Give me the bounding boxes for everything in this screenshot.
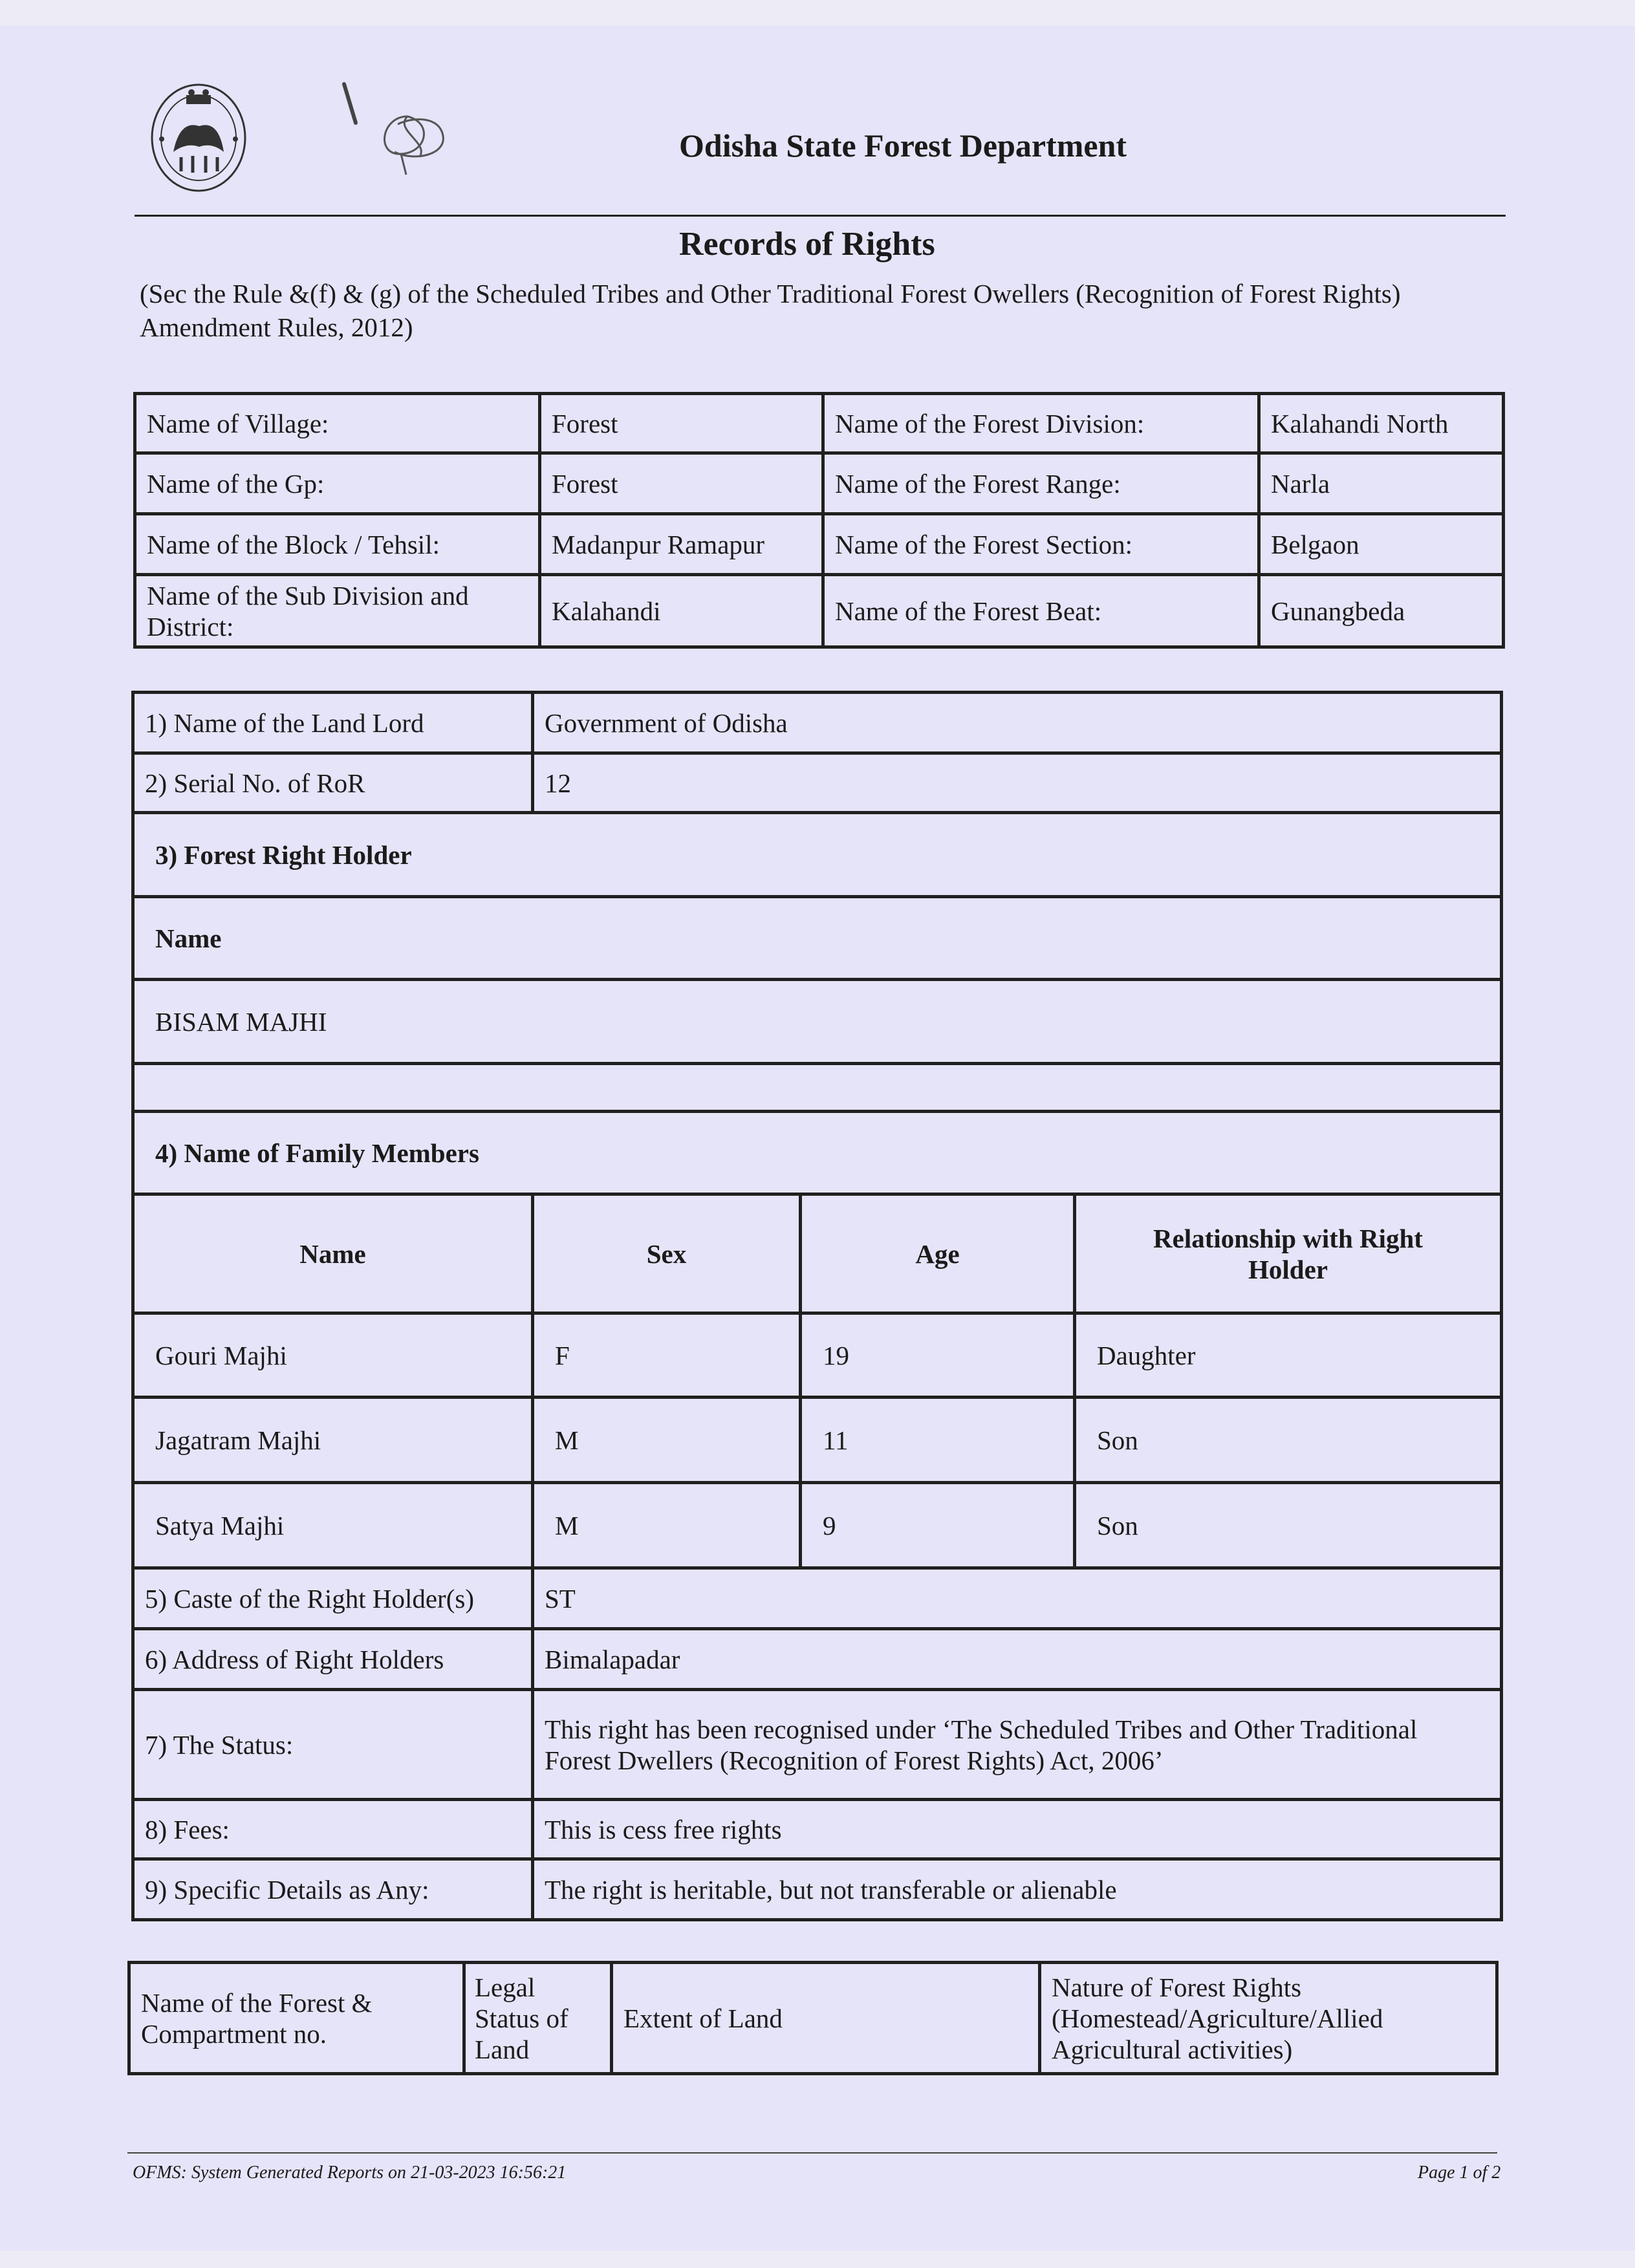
handwritten-initials-icon xyxy=(330,78,472,188)
footer-generated: OFMS: System Generated Reports on 21-03-2023 16:56:21 xyxy=(133,2163,567,2183)
land-table xyxy=(127,1961,1499,2075)
table-row xyxy=(133,1112,1502,1194)
status-label: 7) The Status: xyxy=(133,1690,533,1800)
gp-value: Forest xyxy=(540,453,823,514)
family-col-name: Name xyxy=(133,1194,533,1313)
subdivision-label: Name of the Sub Division and District: xyxy=(135,575,540,647)
table-row xyxy=(133,897,1502,980)
status-value xyxy=(533,1690,1502,1800)
section-label: Name of the Forest Section: xyxy=(823,514,1259,575)
division-label: Name of the Forest Division: xyxy=(823,394,1259,453)
footer-divider xyxy=(127,2152,1497,2154)
table-row xyxy=(133,980,1502,1064)
section-value: Belgaon xyxy=(1259,514,1504,575)
table-row xyxy=(133,1398,1502,1483)
table-row xyxy=(133,1859,1502,1920)
table-row xyxy=(133,1064,1502,1112)
status-line-1: This right has been recognised under ‘The Scheduled Tribes and Other Traditional xyxy=(545,1714,1418,1744)
document-title: Records of Rights xyxy=(679,226,935,263)
gp-label: Name of the Gp: xyxy=(135,453,540,514)
address-value: Bimalapadar xyxy=(533,1629,1502,1690)
family-member-relation: Son xyxy=(1075,1483,1502,1568)
odisha-government-seal-icon xyxy=(147,81,250,197)
family-member-sex: M xyxy=(533,1398,801,1483)
land-col-extent: Extent of Land xyxy=(612,1963,1040,2074)
fees-label: 8) Fees: xyxy=(133,1800,533,1859)
family-header-row xyxy=(133,1194,1502,1313)
landlord-label: 1) Name of the Land Lord xyxy=(133,693,533,753)
address-label: 6) Address of Right Holders xyxy=(133,1629,533,1690)
table-row xyxy=(135,394,1504,453)
family-member-relation: Daughter xyxy=(1075,1313,1502,1398)
family-member-sex: M xyxy=(533,1483,801,1568)
division-value: Kalahandi North xyxy=(1259,394,1504,453)
family-col-age: Age xyxy=(801,1194,1075,1313)
table-row xyxy=(135,575,1504,647)
table-row xyxy=(135,514,1504,575)
family-member-age: 19 xyxy=(801,1313,1075,1398)
family-heading: 4) Name of Family Members xyxy=(133,1112,1502,1194)
table-row xyxy=(133,1483,1502,1568)
landlord-value: Government of Odisha xyxy=(533,693,1502,753)
block-value: Madanpur Ramapur xyxy=(540,514,823,575)
holder-name: BISAM MAJHI xyxy=(133,980,1502,1064)
table-row xyxy=(135,453,1504,514)
status-line-2: Forest Dwellers (Recognition of Forest Rights) Act, 2006’ xyxy=(545,1745,1164,1775)
location-table xyxy=(133,392,1505,649)
family-member-name: Jagatram Majhi xyxy=(133,1398,533,1483)
land-col-forest: Name of the Forest & Compartment no. xyxy=(129,1963,464,2074)
range-label: Name of the Forest Range: xyxy=(823,453,1259,514)
table-row xyxy=(133,1800,1502,1859)
serial-value: 12 xyxy=(533,753,1502,813)
details-value: The right is heritable, but not transferable or alienable xyxy=(533,1859,1502,1920)
serial-label: 2) Serial No. of RoR xyxy=(133,753,533,813)
family-member-name: Satya Majhi xyxy=(133,1483,533,1568)
family-col-relationship: Relationship with Right Holder xyxy=(1075,1194,1502,1313)
land-col-nature: Nature of Forest Rights (Homestead/Agriculture/Allied Agricultural activities) xyxy=(1040,1963,1497,2074)
caste-label: 5) Caste of the Right Holder(s) xyxy=(133,1568,533,1629)
name-heading: Name xyxy=(133,897,1502,980)
village-value: Forest xyxy=(540,394,823,453)
rights-table xyxy=(131,691,1503,1921)
header-divider xyxy=(135,215,1506,217)
village-label: Name of Village: xyxy=(135,394,540,453)
document-subtitle: (Sec the Rule &(f) & (g) of the Scheduled Tribes and Other Traditional Forest Owellers (Recognition of Forest Rights) Amendment Rules, 2012) xyxy=(140,279,1401,342)
department-title: Odisha State Forest Department xyxy=(679,127,1127,164)
details-label: 9) Specific Details as Any: xyxy=(133,1859,533,1920)
holder-heading: 3) Forest Right Holder xyxy=(133,813,1502,897)
table-row xyxy=(133,813,1502,897)
land-col-legal-status: Legal Status of Land xyxy=(464,1963,612,2074)
table-row xyxy=(133,1313,1502,1398)
table-row xyxy=(133,1690,1502,1800)
empty-row xyxy=(133,1064,1502,1112)
family-col-sex: Sex xyxy=(533,1194,801,1313)
beat-value: Gunangbeda xyxy=(1259,575,1504,647)
family-member-age: 9 xyxy=(801,1483,1075,1568)
table-row xyxy=(133,1568,1502,1629)
table-row xyxy=(133,753,1502,813)
subdivision-value: Kalahandi xyxy=(540,575,823,647)
family-member-relation: Son xyxy=(1075,1398,1502,1483)
table-row xyxy=(133,1629,1502,1690)
beat-label: Name of the Forest Beat: xyxy=(823,575,1259,647)
fees-value: This is cess free rights xyxy=(533,1800,1502,1859)
family-member-name: Gouri Majhi xyxy=(133,1313,533,1398)
range-value: Narla xyxy=(1259,453,1504,514)
table-row xyxy=(129,1963,1497,2074)
family-member-age: 11 xyxy=(801,1398,1075,1483)
caste-value: ST xyxy=(533,1568,1502,1629)
footer-page-number: Page 1 of 2 xyxy=(1418,2163,1501,2183)
block-label: Name of the Block / Tehsil: xyxy=(135,514,540,575)
family-member-sex: F xyxy=(533,1313,801,1398)
table-row xyxy=(133,693,1502,753)
